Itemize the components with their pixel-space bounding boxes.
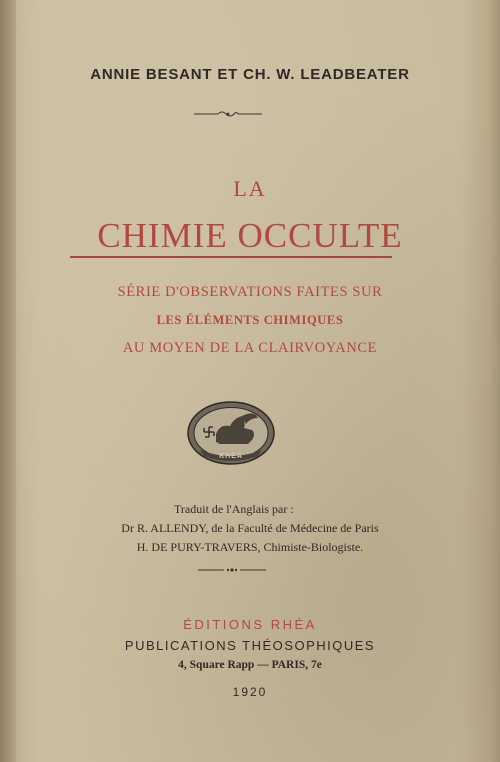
authors-line: ANNIE BESANT ET CH. W. LEADBEATER	[90, 66, 410, 83]
page-title: CHIMIE OCCULTE	[97, 216, 403, 255]
seal-label: RHÉA	[219, 453, 243, 460]
translator-2: H. DE PURY-TRAVERS, Chimiste-Biologiste.	[136, 540, 364, 554]
title-article: LA	[233, 176, 267, 201]
bottom-ornament-icon	[196, 566, 268, 574]
subtitle-line-2: LES ÉLÉMENTS CHIMIQUES	[156, 313, 344, 327]
publisher-name: ÉDITIONS RHÉA	[183, 617, 317, 632]
publication-year: 1920	[232, 685, 268, 699]
translation-heading: Traduit de l'Anglais par :	[174, 502, 294, 516]
translator-1: Dr R. ALLENDY, de la Faculté de Médecine de Paris	[121, 521, 379, 535]
publisher-series: PUBLICATIONS THÉOSOPHIQUES	[124, 638, 376, 653]
subtitle-line-1: SÉRIE D'OBSERVATIONS FAITES SUR	[117, 284, 383, 300]
subtitle-line-3: AU MOYEN DE LA CLAIRVOYANCE	[122, 340, 378, 356]
top-ornament-icon	[192, 110, 264, 118]
title-underline	[70, 256, 392, 258]
sphinx-seal-icon	[186, 400, 276, 470]
publisher-address: 4, Square Rapp — PARIS, 7e	[178, 659, 322, 671]
